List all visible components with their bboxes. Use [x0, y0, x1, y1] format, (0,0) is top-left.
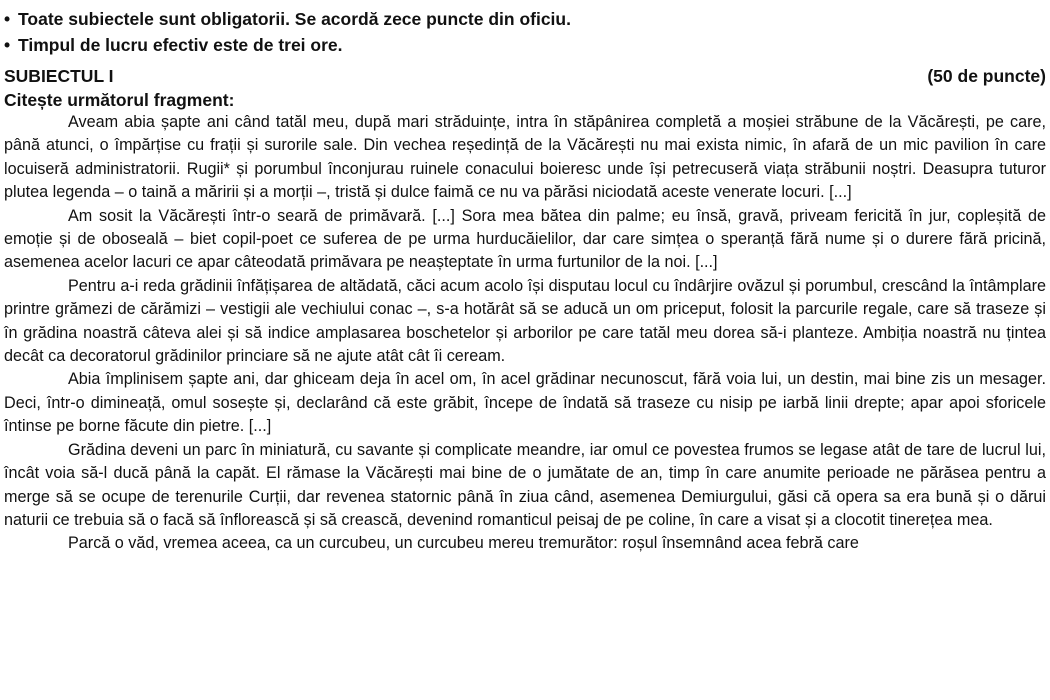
fragment-paragraph: Parcă o văd, vremea aceea, ca un curcubeu, un curcubeu mereu tremurător: roșul însemnând acea febră care: [68, 534, 859, 553]
bullet-text: Toate subiectele sunt obligatorii. Se acordă zece puncte din oficiu.: [18, 9, 571, 29]
fragment-paragraph: Pentru a-i reda grădinii înfățișarea de altădată, căci acum acolo își disputau locul cu îndârjire ovăzul și porumbul, crescând la întâmplare printre grămezi de cărămizi – vestigii ale vechiului conac –, s-a hotărât să se aducă un om priceput, folosit la parcurile regale, care să traseze și în grădina noastră câteva alei și să indice amplasarea boschetelor și arborilor pe care tatăl meu dorea să-i planteze. Ambiția noastră nu țintea decât ca decoratorul grădinilor princiare să ne ajute atât cât îi ceream.: [4, 276, 1046, 366]
subject-header: [4, 63, 1046, 89]
fragment-paragraph: Aveam abia șapte ani când tatăl meu, după mari străduințe, intra în stăpânirea completă a moșiei străbune de la Văcărești, pe care, până atunci, o împărțise cu frații și surorile sale. Din vechea reședință de la Văcărești nu mai exista nimic, în afară de un mic pavilion în care locuiseră administratorii. Rugii* și porumbul înconjurau ruinele conacului boieresc unde își petrecuseră viața străbunii noștri. Deasupra tuturor plutea legenda – o taină a măririi și a morții –, tristă și dulce faimă ce nu va părăsi niciodată aceste venerate locuri. [...]: [4, 113, 1046, 202]
bullet-icon: •: [4, 9, 11, 29]
fragment-paragraph: Am sosit la Văcărești într-o seară de primăvară. [...] Sora mea bătea din palme; eu însă, gravă, priveam fericită în jur, copleșită de emoție și de oboseală – biet copil-poet ce suferea de pe urma hurducăielilor, dar care simțea o speranță fără nume și o durere fără pricină, asemenea acelor lacuri ce apar câteodată primăvara pe neașteptate în urma furtunilor de la noi. [...]: [4, 206, 1046, 272]
exam-page: [4, 6, 1046, 556]
instruction-bullet-1: [4, 6, 1046, 32]
instruction-bullet-2: [4, 32, 1046, 58]
fragment-paragraph: Grădina deveni un parc în miniatură, cu savante și complicate meandre, iar omul ce povestea frumos se legase atât de tare de lucrul lui, încât voia să-l ducă până la capăt. El rămase la Văcărești mai bine de o jumătate de an, timp în care anumite perioade ne părăsea pentru a merge să se ocupe de terenurile Curții, dar revenea statornic până în ziua când, asemenea Demiurgului, găsi că opera sa era bună și o dărui naturii ce trebuia să o facă să înflorească și să crească, devenind romanticul peisaj de pe coline, în care a visat și a clocotit tinerețea mea.: [4, 440, 1046, 529]
fragment-paragraph: Abia împlinisem șapte ani, dar ghiceam deja în acel om, în acel grădinar necunoscut, fără voia lui, un destin, mai bine zis un mesager. Deci, într-o dimineață, omul sosește și, declarând că este grăbit, începe de îndată să traseze cu nisip pe iarbă linii drepte; apar apoi sforicele întinse pe borne făcute din pietre. [...]: [4, 370, 1046, 436]
subject-points: (50 de puncte): [927, 66, 1046, 86]
literary-fragment: [4, 111, 1046, 556]
bullet-text: Timpul de lucru efectiv este de trei ore.: [18, 35, 343, 55]
reading-instruction: Citește următorul fragment:: [4, 90, 235, 110]
bullet-icon: •: [4, 35, 11, 55]
subject-title: SUBIECTUL I: [4, 66, 114, 86]
